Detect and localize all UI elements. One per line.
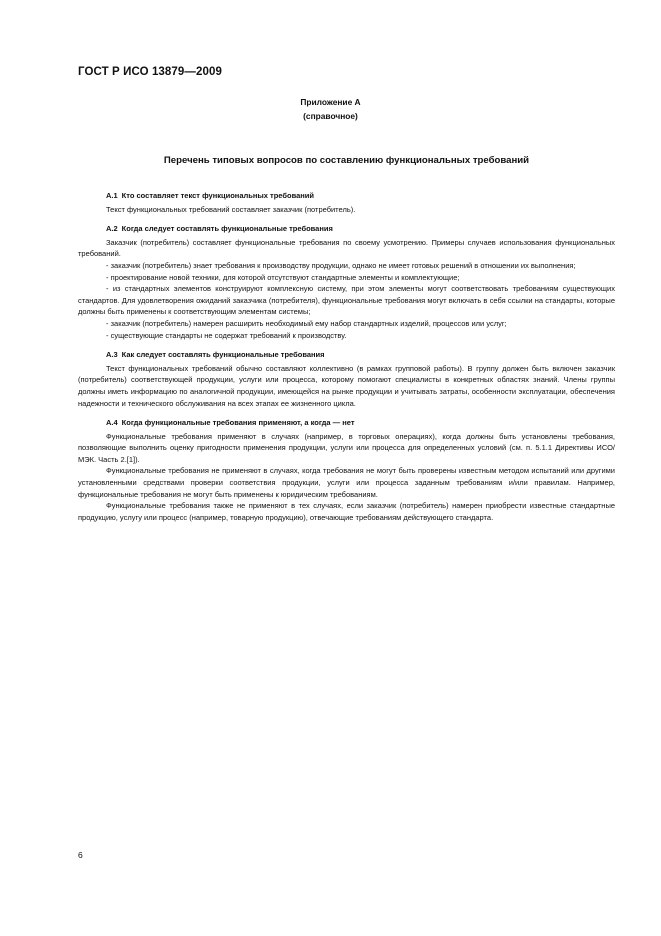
list-item: - из стандартных элементов конструируют комплексную систему, при этом элементы могут соответствовать требованиям существующих стандартов. Для удовлетворения ожиданий заказчика (потребителя), функциональные требования могут включать в себя ссылки на стандарты, которые должны быть применены к соответствующим элементам системы;	[78, 284, 615, 317]
section-heading	[106, 349, 615, 361]
section-a1	[106, 190, 615, 215]
list-item: - заказчик (потребитель) знает требования к производству продукции, однако не имеет готовых решений в отношении их выполнения;	[106, 260, 576, 270]
paragraph: Функциональные требования также не применяют в тех случаях, если заказчик (потребитель) намерен приобрести известные стандартные продукцию, услугу или процесс (например, товарную продукцию), отвечающие требованиям действующего стандарта.	[78, 501, 615, 522]
section-number: A.2	[106, 224, 118, 234]
section-title: Когда следует составлять функциональные требования	[121, 224, 333, 234]
section-heading	[106, 223, 615, 235]
section-title: Кто составляет текст функциональных требований	[121, 191, 315, 200]
section-heading	[106, 190, 615, 202]
section-title: Как следует составлять функциональные требования	[121, 350, 325, 360]
section-number: A.4	[106, 418, 118, 428]
section-a2	[78, 223, 615, 341]
section-number: A.1	[106, 191, 118, 200]
document-body	[78, 187, 615, 523]
page-number: 6	[78, 850, 83, 860]
appendix-title: Приложение А	[300, 97, 361, 107]
document-header: ГОСТ Р ИСО 13879—2009	[78, 66, 223, 78]
section-a4	[78, 417, 615, 523]
main-title: Перечень типовых вопросов по составлению функциональных требований	[163, 155, 530, 166]
paragraph: Функциональные требования не применяют в случаях, когда требования не могут быть проверены известным методом испытаний или другими установленными средствами проверки соответствия продукции, услуги или процесса заданным требованиям и/или правилам. Например, функциональные требования не могут быть применены к юридическим требованиям.	[78, 466, 615, 499]
list-item: - проектирование новой техники, для которой отсутствуют стандартные элементы и комплектующие;	[106, 272, 460, 282]
appendix-block	[0, 95, 661, 123]
paragraph: Заказчик (потребитель) составляет функциональные требования по своему усмотрению. Примеры случаев использования функциональных требований.	[78, 237, 615, 259]
paragraph: Функциональные требования применяют в случаях (например, в торговых операциях), когда должны быть установлены требования, позволяющие выполнить оценку пригодности применения продукции, услуги или процесса для определенных условий (см. п. 5.1.1 Директивы ИСО/МЭК. Часть 2.[1]).	[78, 431, 615, 464]
section-title: Когда функциональные требования применяют, а когда — нет	[121, 418, 355, 428]
list-item: - существующие стандарты не содержат требований к производству.	[106, 330, 347, 340]
section-heading	[106, 417, 615, 429]
section-number: A.3	[106, 350, 118, 360]
list-item: - заказчик (потребитель) намерен расширить необходимый ему набор стандартных изделий, процессов или услуг;	[106, 318, 507, 328]
paragraph: Текст функциональных требований обычно составляют коллективно (в рамках групповой работы). В группу должен быть включен заказчик (потребитель) соответствующей продукции, услуги или процесса, которому помогают специалисты в конкретных областях знаний. Члены группы должны иметь информацию по аналогичной продукции, имеющейся на рынке продукции и учитывать затраты, особенности эксплуатации, обеспечения надежности и технического обслуживания на всех этапах ее жизненного цикла.	[78, 363, 615, 408]
section-a3	[78, 349, 615, 409]
paragraph: Текст функциональных требований составляет заказчик (потребитель).	[106, 204, 356, 214]
appendix-subtitle: (справочное)	[303, 111, 358, 121]
